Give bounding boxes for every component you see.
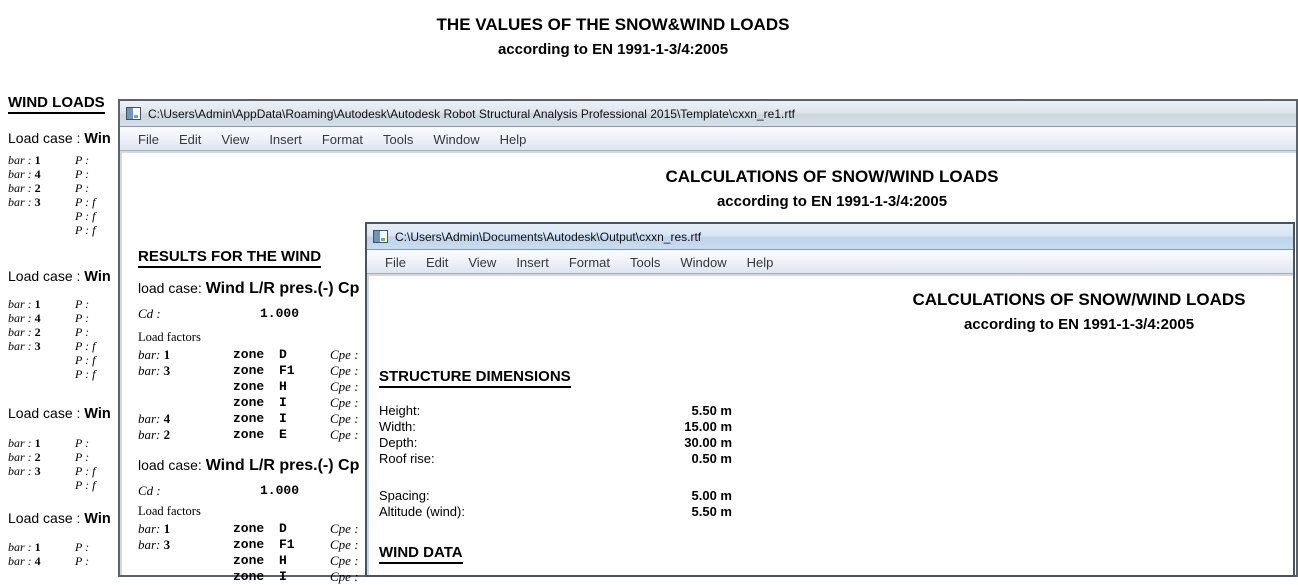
- dimension-row: Width: 15.00 m: [379, 419, 732, 434]
- document-icon[interactable]: [373, 230, 388, 243]
- structure-dimensions-heading: STRUCTURE DIMENSIONS: [379, 368, 571, 388]
- load-row: P : f: [75, 353, 96, 367]
- load-row: P : f: [75, 367, 96, 381]
- load-row: bar : 4 P :: [8, 311, 90, 325]
- dimension-row: Roof rise: 0.50 m: [379, 451, 732, 466]
- load-row: bar : 2 P :: [8, 450, 90, 464]
- load-case-line: load case: Wind L/R pres.(-) Cp: [138, 457, 360, 474]
- doc-title: CALCULATIONS OF SNOW/WIND LOADS: [665, 167, 999, 186]
- load-case-heading: Load case : Win: [8, 268, 111, 285]
- load-row: bar : 2 P :: [8, 325, 90, 339]
- menu-help[interactable]: Help: [499, 131, 527, 147]
- zone-row: bar: 3 zone F1 Cpe :: [138, 537, 359, 552]
- load-row: bar : 1 P :: [8, 540, 90, 554]
- load-row: P : f: [75, 223, 96, 237]
- window2-titlebar[interactable]: [367, 224, 1293, 250]
- zone-row: bar: 3 zone F1 Cpe :: [138, 363, 359, 378]
- load-row: bar : 2 P :: [8, 181, 90, 195]
- menu-help[interactable]: Help: [746, 254, 774, 270]
- window-output-rtf: [365, 222, 1295, 577]
- document-icon[interactable]: [126, 107, 141, 120]
- load-row: bar : 3 P : f: [8, 195, 96, 209]
- zone-row: zone H Cpe :: [233, 379, 359, 394]
- menu-window[interactable]: Window: [433, 131, 480, 147]
- dimension-row: Depth: 30.00 m: [379, 435, 732, 450]
- window2-document: [369, 276, 1293, 575]
- menu-edit[interactable]: Edit: [425, 254, 449, 270]
- page-subtitle: according to EN 1991-1-3/4:2005: [497, 41, 729, 58]
- load-case-heading: Load case : Win: [8, 510, 111, 527]
- doc-subtitle: according to EN 1991-1-3/4:2005: [716, 193, 948, 210]
- doc-title: CALCULATIONS OF SNOW/WIND LOADS: [912, 290, 1246, 309]
- load-factors-label: Load factors: [138, 330, 201, 344]
- results-heading: RESULTS FOR THE WIND: [138, 248, 321, 268]
- load-case-line: load case: Wind L/R pres.(-) Cp: [138, 280, 360, 297]
- menu-format[interactable]: Format: [568, 254, 610, 270]
- cd-line: Cd : 1.000: [138, 483, 300, 498]
- menu-edit[interactable]: Edit: [178, 131, 202, 147]
- zone-row: bar: 4 zone I Cpe :: [138, 411, 359, 426]
- zone-row: bar: 1 zone D Cpe :: [138, 347, 359, 362]
- load-case-heading: Load case : Win: [8, 130, 111, 147]
- zone-row: bar: 2 zone E Cpe :: [138, 427, 359, 442]
- menu-view[interactable]: View: [221, 131, 250, 147]
- load-row: bar : 1 P :: [8, 436, 90, 450]
- window2-menubar: [367, 250, 1293, 274]
- load-row: bar : 4 P :: [8, 554, 90, 568]
- menu-file[interactable]: File: [385, 254, 406, 270]
- dimension-row: Altitude (wind): 5.50 m: [379, 504, 732, 519]
- load-row: bar : 3 P : f: [8, 339, 96, 353]
- load-row: bar : 1 P :: [8, 297, 90, 311]
- menu-format[interactable]: Format: [321, 131, 363, 147]
- zone-row: zone I Cpe :: [233, 395, 359, 410]
- zone-row: zone H Cpe :: [233, 553, 359, 568]
- menu-window[interactable]: Window: [680, 254, 727, 270]
- menu-insert[interactable]: Insert: [516, 254, 549, 270]
- load-factors-label: Load factors: [138, 504, 201, 518]
- menu-file[interactable]: File: [138, 131, 159, 147]
- zone-row: zone I Cpe :: [233, 569, 359, 584]
- load-row: bar : 3 P : f: [8, 464, 96, 478]
- window2-title: C:\Users\Admin\Documents\Autodesk\Output\cxxn_res.rtf: [395, 229, 702, 244]
- dimension-row: Height: 5.50 m: [379, 403, 732, 418]
- load-row: bar : 1 P :: [8, 153, 90, 167]
- doc-subtitle: according to EN 1991-1-3/4:2005: [963, 316, 1195, 333]
- wind-data-heading: WIND DATA: [379, 544, 463, 564]
- menu-insert[interactable]: Insert: [269, 131, 302, 147]
- menu-tools[interactable]: Tools: [383, 131, 414, 147]
- load-row: bar : 4 P :: [8, 167, 90, 181]
- page-title: THE VALUES OF THE SNOW&WIND LOADS: [436, 15, 790, 34]
- wind-loads-heading: WIND LOADS: [8, 94, 105, 114]
- load-case-heading: Load case : Win: [8, 405, 111, 422]
- zone-row: bar: 1 zone D Cpe :: [138, 521, 359, 536]
- dimension-row: Spacing: 5.00 m: [379, 488, 732, 503]
- load-row: P : f: [75, 478, 96, 492]
- window1-menubar: [120, 127, 1296, 151]
- menu-tools[interactable]: Tools: [630, 254, 661, 270]
- window1-titlebar[interactable]: [120, 101, 1296, 127]
- cd-line: Cd : 1.000: [138, 306, 300, 321]
- load-row: P : f: [75, 209, 96, 223]
- menu-view[interactable]: View: [468, 254, 497, 270]
- window1-title: C:\Users\Admin\AppData\Roaming\Autodesk\Autodesk Robot Structural Analysis Professional 2015\Template\cxxn_re1.rtf: [148, 106, 795, 121]
